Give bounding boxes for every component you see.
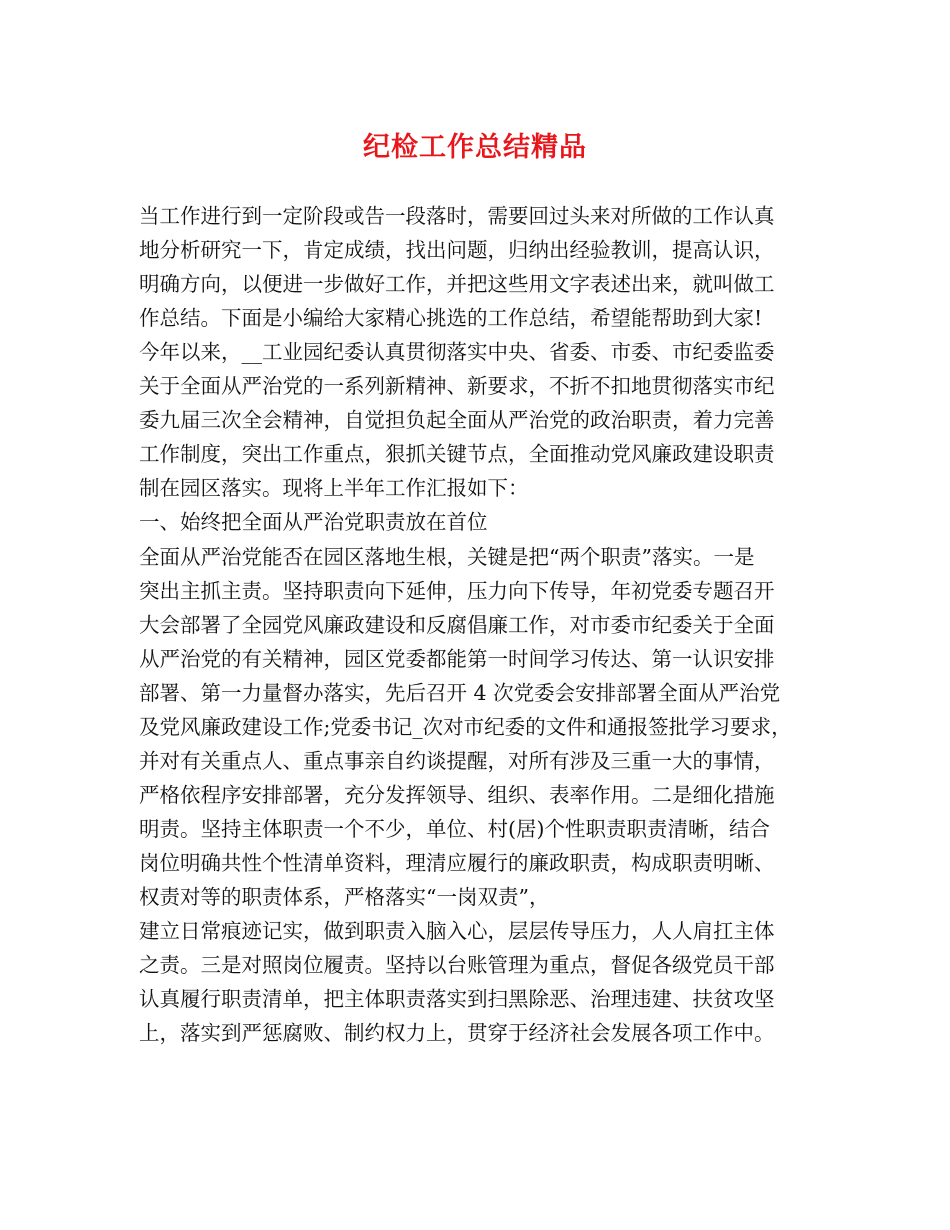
paragraph-line: 认真履行职责清单，把主体职责落实到扫黑除恶、治理违建、扶贫攻坚	[139, 987, 775, 1011]
paragraph-line: 关于全面从严治党的一系列新精神、新要求，不折不扣地贯彻落实市纪	[139, 374, 775, 398]
paragraph-line: 严格依程序安排部署，充分发挥领导、组织、表率作用。二是细化措施	[139, 783, 775, 807]
paragraph-line: 部署、第一力量督办落实，先后召开 4 次党委会安排部署全面从严治党	[139, 681, 781, 705]
paragraph-line: 岗位明确共性个性清单资料，理清应履行的廉政职责，构成职责明晰、	[139, 851, 775, 875]
paragraph-line: 大会部署了全园党风廉政建设和反腐倡廉工作，对市委市纪委关于全面	[139, 613, 775, 637]
paragraph-line: 委九届三次全会精神，自觉担负起全面从严治党的政治职责，着力完善	[139, 408, 775, 432]
paragraph-line: 及党风廉政建设工作;党委书记_次对市纪委的文件和通报签批学习要求，	[139, 715, 792, 739]
paragraph-line: 工作制度，突出工作重点，狠抓关键节点，全面推动党风廉政建设职责	[139, 442, 775, 466]
paragraph-line: 上，落实到严惩腐败、制约权力上，贯穿于经济社会发展各项工作中。	[139, 1021, 775, 1045]
paragraph-line: 突出主抓主责。坚持职责向下延伸，压力向下传导，年初党委专题召开	[139, 579, 775, 603]
document-title: 纪检工作总结精品	[363, 132, 587, 163]
paragraph-line: 并对有关重点人、重点事亲自约谈提醒，对所有涉及三重一大的事情，	[139, 749, 775, 773]
section-heading: 一、始终把全面从严治党职责放在首位	[139, 510, 488, 534]
paragraph-line: 全面从严治党能否在园区落地生根，关键是把“两个职责”落实。一是	[139, 545, 755, 569]
paragraph-line: 制在园区落实。现将上半年工作汇报如下：	[139, 476, 529, 500]
paragraph-line: 权责对等的职责体系，严格落实“一岗双责”，	[139, 885, 550, 909]
paragraph-line: 明责。坚持主体职责一个不少，单位、村(居)个性职责职责清晰，结合	[139, 817, 770, 841]
paragraph-line: 明确方向，以便进一步做好工作，并把这些用文字表述出来，就叫做工	[139, 272, 775, 296]
paragraph-line: 之责。三是对照岗位履责。坚持以台账管理为重点，督促各级党员干部	[139, 953, 775, 977]
paragraph-line: 今年以来，__工业园纪委认真贯彻落实中央、省委、市委、市纪委监委	[139, 340, 775, 364]
paragraph-line: 当工作进行到一定阶段或告一段落时，需要回过头来对所做的工作认真	[139, 204, 775, 228]
paragraph-line: 作总结。下面是小编给大家精心挑选的工作总结，希望能帮助到大家!	[139, 306, 763, 330]
paragraph-line: 地分析研究一下，肯定成绩，找出问题，归纳出经验教训，提高认识，	[139, 238, 775, 262]
paragraph-line: 建立日常痕迹记实，做到职责入脑入心，层层传导压力，人人肩扛主体	[139, 919, 775, 943]
paragraph-line: 从严治党的有关精神，园区党委都能第一时间学习传达、第一认识安排	[139, 647, 775, 671]
